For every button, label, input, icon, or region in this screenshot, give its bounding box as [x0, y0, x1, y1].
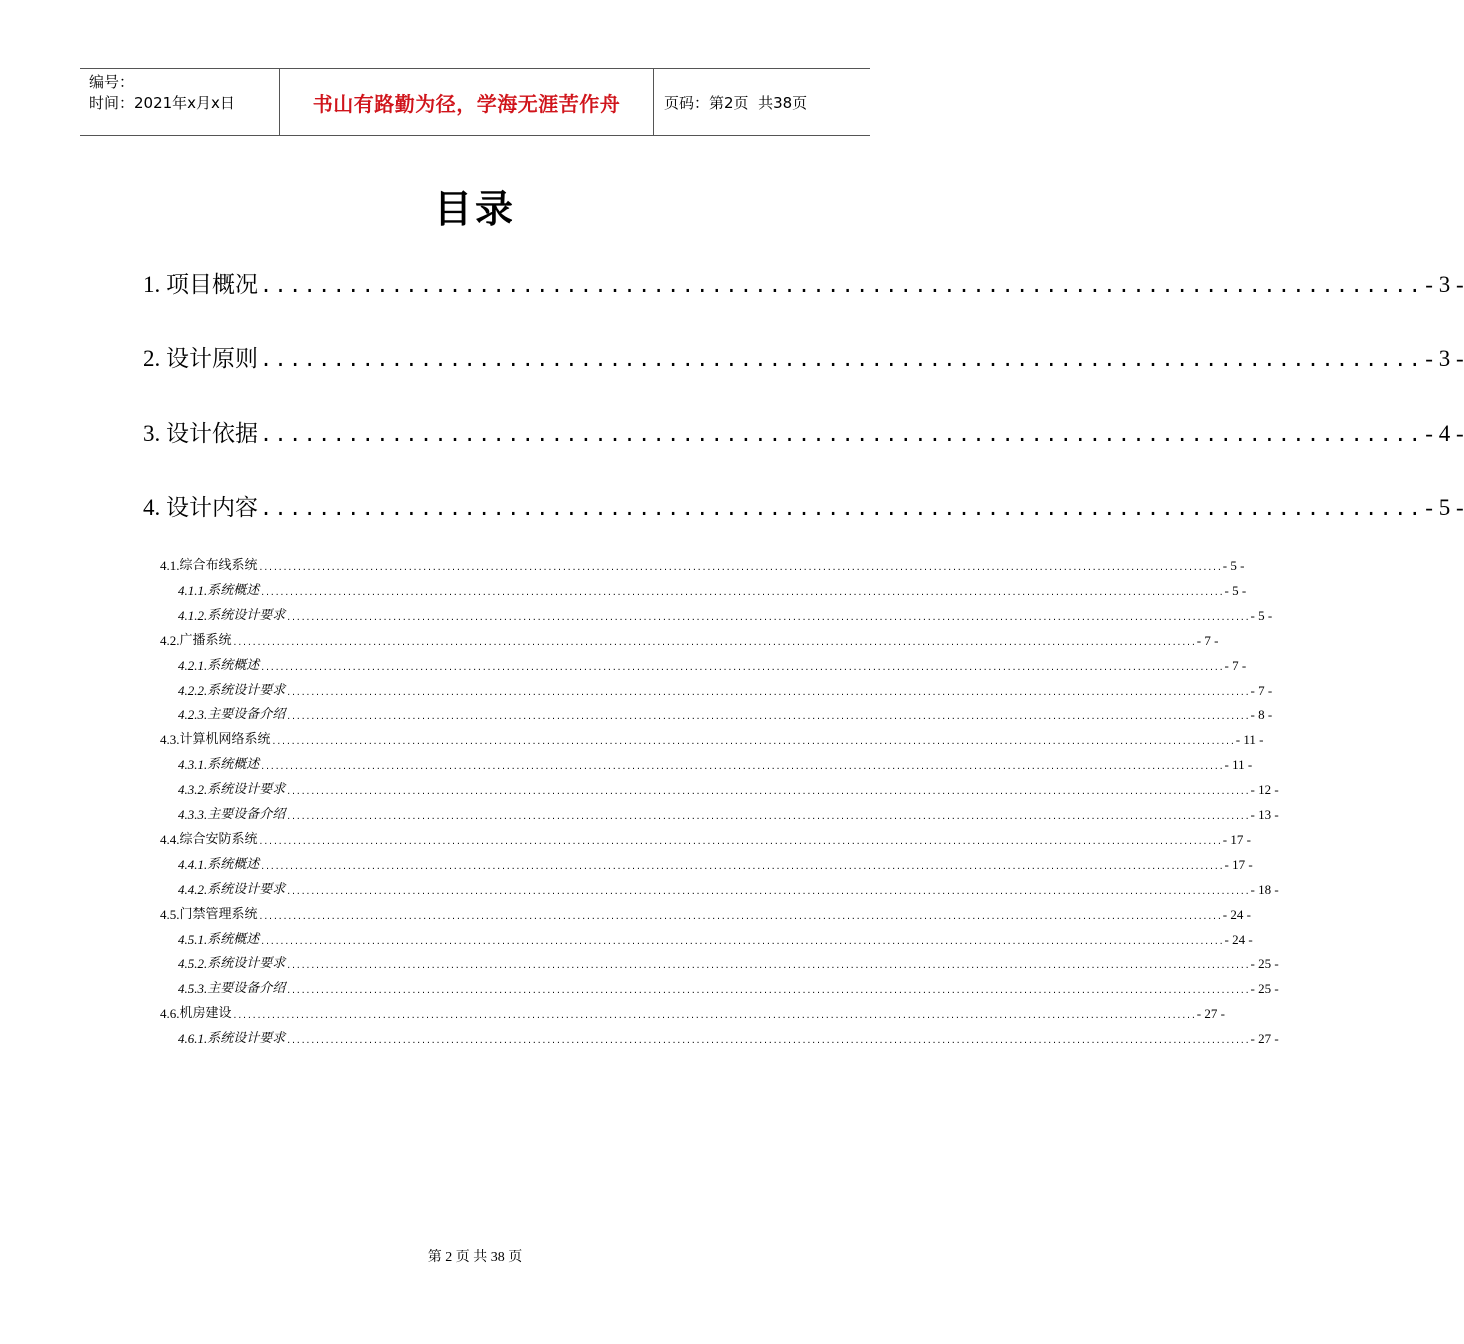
toc-dot-leader: ........................................................................................................................................................................................................ — [258, 836, 1222, 846]
toc-entry-label: 系统设计要求 — [207, 782, 286, 798]
toc-entry-label: 系统概述 — [207, 931, 260, 947]
toc-entry-label: 系统设计要求 — [207, 682, 286, 698]
toc-entry-number: 4.3.1. — [178, 757, 208, 773]
toc-sub-entry-level3[interactable] — [178, 929, 1253, 949]
toc-entry-number: 4.2. — [160, 632, 180, 648]
toc-main-entry[interactable] — [143, 409, 1464, 449]
toc-dot-leader: ........................................................................................................................................................................................................ — [286, 961, 1250, 971]
toc-entry-page: - 25 - — [1250, 981, 1279, 997]
toc-sub-entry-level2[interactable] — [160, 1003, 1225, 1023]
motto-text: 书山有路勤为径，学海无涯苦作舟 — [312, 91, 621, 116]
header-page-info — [654, 69, 870, 135]
toc-dot-leader: ........................................................................................................................................................................................................ — [258, 563, 1222, 572]
toc-entry-number: 4.5. — [160, 906, 180, 922]
toc-entry-label: 项目概况 — [166, 272, 258, 298]
toc-entry-label: 主要设备介绍 — [207, 981, 286, 997]
toc-entry-page: - 5 - — [1222, 558, 1245, 573]
toc-entry-number: 4.4.1. — [178, 856, 208, 872]
toc-sub-entry-level2[interactable] — [160, 555, 1245, 575]
toc-entry-page: - 8 - — [1250, 707, 1273, 723]
toc-entry-page: - 12 - — [1250, 782, 1279, 798]
toc-sub-entry-level3[interactable] — [178, 704, 1273, 724]
toc-entry-label: 综合布线系统 — [179, 558, 258, 573]
toc-dot-leader: ........................................................................................................................................................................................................ — [286, 687, 1250, 697]
toc-entry-page: - 24 - — [1224, 931, 1253, 947]
toc-entry-label: 系统概述 — [207, 757, 260, 773]
page-header — [80, 68, 870, 136]
toc-entry-page: - 17 - — [1222, 831, 1251, 847]
toc-entry-number: 4.4.2. — [178, 881, 208, 897]
toc-entry-number: 4.1.2. — [178, 607, 208, 623]
toc-entry-number: 2. — [143, 346, 166, 371]
toc-sub-entry-level2[interactable] — [160, 729, 1264, 749]
toc-dot-leader: ........................................................................................................................................................................................................ — [232, 1011, 1196, 1021]
toc-title: 目录 — [433, 187, 516, 231]
toc-entry-page: - 3 - — [1425, 346, 1464, 371]
toc-entry-number: 4.3.3. — [178, 807, 208, 822]
toc-sub-entry-level3[interactable] — [178, 804, 1279, 824]
toc-dot-leader: ........................................................................................................................................................................................................ — [258, 911, 1222, 921]
toc-entry-label: 设计内容 — [166, 495, 258, 521]
toc-entry-label: 主要设备介绍 — [207, 807, 286, 822]
toc-entry-number: 4.3.2. — [178, 782, 208, 798]
toc-entry-number: 4.3. — [160, 732, 180, 748]
toc-entry-page: - 5 - — [1224, 582, 1247, 598]
toc-entry-number: 4.5.2. — [178, 956, 208, 972]
toc-entry-label: 门禁管理系统 — [179, 906, 258, 922]
toc-sub-entry-level3[interactable] — [178, 879, 1279, 899]
toc-entry-label: 计算机网络系统 — [179, 732, 271, 748]
toc-entry-label: 设计原则 — [166, 346, 258, 372]
toc-sub-entry-level3[interactable] — [178, 854, 1253, 874]
toc-dot-leader: ................................................................................ — [260, 496, 1424, 520]
toc-entry-number: 4.5.3. — [178, 981, 208, 997]
toc-sub-entry-level3[interactable] — [178, 754, 1253, 774]
toc-main-entry[interactable] — [143, 483, 1464, 523]
toc-entry-page: - 17 - — [1224, 856, 1253, 872]
toc-entry-label: 设计依据 — [166, 421, 258, 447]
toc-dot-leader: ........................................................................................................................................................................................................ — [286, 986, 1250, 996]
toc-entry-page: - 25 - — [1250, 956, 1279, 972]
toc-entry-label: 系统概述 — [207, 856, 260, 872]
toc-entry-page: - 13 - — [1250, 807, 1279, 822]
toc-sub-entry-level3[interactable] — [178, 605, 1273, 625]
toc-entry-number: 4.2.2. — [178, 682, 208, 698]
toc-sub-entry-level3[interactable] — [178, 580, 1247, 600]
toc-dot-leader: ........................................................................................................................................................................................................ — [260, 861, 1224, 871]
toc-entry-number: 4.6.1. — [178, 1031, 208, 1047]
toc-entry-label: 系统设计要求 — [207, 956, 286, 972]
toc-dot-leader: ........................................................................................................................................................................................................ — [286, 1036, 1250, 1046]
toc-entry-page: - 11 - — [1224, 757, 1253, 773]
toc-entry-number: 4.2.1. — [178, 657, 208, 673]
toc-entry-number: 4. — [143, 495, 166, 520]
toc-dot-leader: ........................................................................................................................................................................................................ — [286, 812, 1250, 821]
toc-entry-number: 4.4. — [160, 831, 180, 847]
toc-entry-page: - 7 - — [1196, 632, 1219, 648]
toc-sub-entry-level3[interactable] — [178, 1028, 1279, 1048]
toc-main-entry[interactable] — [143, 260, 1464, 300]
header-left-cell — [80, 69, 280, 135]
toc-dot-leader: ........................................................................................................................................................................................................ — [286, 787, 1250, 797]
toc-entry-number: 4.1.1. — [178, 582, 208, 598]
toc-dot-leader: ........................................................................................................................................................................................................ — [260, 662, 1224, 672]
toc-entry-page: - 27 - — [1250, 1031, 1279, 1047]
document-time-label: 时间：2021年x月x日 — [89, 94, 235, 112]
document-number-label: 编号： — [89, 73, 135, 91]
toc-entry-page: - 11 - — [1235, 732, 1264, 748]
toc-entry-label: 机房建设 — [179, 1006, 232, 1022]
toc-entry-page: - 4 - — [1425, 421, 1464, 446]
toc-entry-label: 系统设计要求 — [207, 1031, 286, 1047]
toc-entry-label: 综合安防系统 — [179, 831, 258, 847]
toc-entry-number: 4.2.3. — [178, 707, 208, 723]
toc-entry-label: 系统设计要求 — [207, 881, 286, 897]
toc-sub-entry-level3[interactable] — [178, 953, 1279, 973]
toc-entry-label: 广播系统 — [179, 632, 232, 648]
toc-dot-leader: ................................................................................ — [260, 422, 1424, 446]
toc-entry-label: 系统概述 — [207, 582, 260, 598]
toc-main-entry[interactable] — [143, 334, 1464, 374]
toc-sub-entry-level3[interactable] — [178, 655, 1247, 675]
page-footer: 第 2 页 共 38 页 — [427, 1250, 523, 1265]
toc-entry-page: - 5 - — [1250, 607, 1273, 623]
toc-dot-leader: ........................................................................................................................................................................................................ — [232, 637, 1196, 647]
toc-dot-leader: ........................................................................................................................................................................................................ — [286, 886, 1250, 896]
toc-entry-page: - 27 - — [1196, 1006, 1225, 1022]
toc-sub-entry-level3[interactable] — [178, 978, 1279, 998]
toc-entry-page: - 24 - — [1222, 906, 1251, 922]
toc-dot-leader: ........................................................................................................................................................................................................ — [286, 612, 1250, 622]
toc-sub-entry-level2[interactable] — [160, 904, 1251, 924]
toc-dot-leader: ................................................................................ — [260, 273, 1424, 297]
toc-entry-label: 系统设计要求 — [207, 607, 286, 623]
toc-entry-number: 3. — [143, 421, 166, 446]
toc-dot-leader: ........................................................................................................................................................................................................ — [271, 737, 1235, 747]
toc-dot-leader: ........................................................................................................................................................................................................ — [260, 936, 1224, 946]
toc-sub-entry-level2[interactable] — [160, 630, 1219, 650]
toc-entry-label: 系统概述 — [207, 657, 260, 673]
toc-entry-page: - 5 - — [1425, 495, 1464, 520]
toc-entry-page: - 7 - — [1250, 682, 1273, 698]
toc-entry-number: 4.5.1. — [178, 931, 208, 947]
toc-sub-entry-level3[interactable] — [178, 680, 1273, 700]
toc-entry-label: 主要设备介绍 — [207, 707, 286, 723]
toc-entry-number: 1. — [143, 272, 166, 297]
toc-dot-leader: ........................................................................................................................................................................................................ — [260, 762, 1224, 772]
toc-entry-number: 4.6. — [160, 1006, 180, 1022]
toc-entry-page: - 7 - — [1224, 657, 1247, 673]
toc-entry-number: 4.1. — [160, 558, 180, 573]
toc-entry-page: - 18 - — [1250, 881, 1279, 897]
toc-sub-entry-level2[interactable] — [160, 829, 1251, 849]
header-motto — [280, 69, 654, 135]
toc-dot-leader: ................................................................................ — [260, 347, 1424, 371]
page-info-text: 页码：第2页 共38页 — [664, 93, 808, 112]
toc-dot-leader: ........................................................................................................................................................................................................ — [286, 712, 1250, 722]
toc-entry-page: - 3 - — [1425, 272, 1464, 297]
toc-dot-leader: ........................................................................................................................................................................................................ — [260, 587, 1224, 597]
toc-sub-entry-level3[interactable] — [178, 779, 1279, 799]
